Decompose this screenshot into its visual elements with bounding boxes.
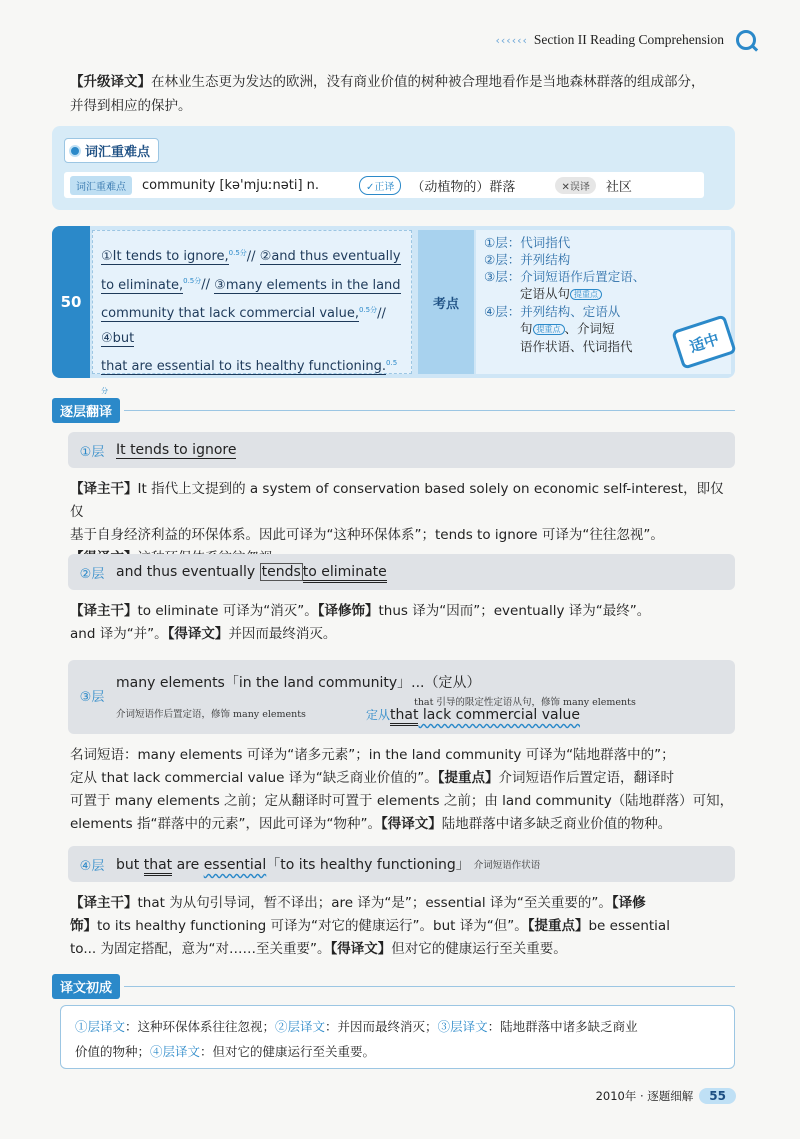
section-layer-header [52,398,735,423]
layer-1-analysis: 【译主干】It 指代上文提到的 a system of conservation based solely on economic self-interest，即仅仅 基于自身经济利益的环保体系。因此可译为“这种环保体系”；tends to ignore 可译为“往往忽视”。 [70,481,724,543]
difficulty-badge: 适中 [671,314,737,369]
layer-1-text: It tends to ignore [116,441,237,458]
layer-1-num: ①层 [79,444,105,460]
kaodian-list: ①层：代词指代 ②层：并列结构 ③层：介词短语作后置定语、 定语从句 提重点 ④层：并列结构、定语从 句提重点 、介词短 语作状语、代词指代 [476,230,731,374]
layer-3-num: ③层 [79,690,105,705]
vocab-box [52,126,735,210]
layer-3-analysis: 名词短语：many elements 可译为“诸多元素”；in the land community 可译为“陆地群落中的”； 定从 that lack commercial value 译为“缺乏商业价值的”。【提重点】介词短语作后置定语，翻译时 可置于 many elements 之前；定从翻译时可置于 elements 之前；由 land community（陆地群落）可知， elements 指“群落中的元素”，因此可译为“物种”。【得译文】陆地群落中诸多缺乏商业价值的物种。 [70,747,734,832]
layer-4-text: but that are essential「to its healthy functioning」 [116,854,470,874]
layer-4-note: 介词短语作状语 [473,860,541,871]
bullet-icon [69,145,81,157]
upgrade-label: 【升级译文】 [70,74,151,90]
layer-3-note-2: that 引导的限定性定语从句，修饰 many elements [414,697,636,708]
layer-2-bar [68,554,735,590]
upgrade-text-1: 在林业生态更为发达的欧洲，没有商业价值的树种被合理地看作是当地森林群落的组成部分， [151,74,705,90]
section-title: Section II Reading Comprehension [533,32,724,47]
final-translation-box: ①层译文：这种环保体系往往忽视；②层译文：并因而最终消灭；③层译文：陆地群落中诸多缺乏商业 价值的物种；④层译文：但对它的健康运行至关重要。 [60,1005,735,1069]
sentence-number: 50 [52,226,90,378]
vocab-title: 词汇重难点 [64,138,159,163]
kaodian-label: 考点 [418,230,474,374]
layer-3-note-1: 介词短语作后置定语，修饰 many elements [116,709,306,720]
wrong-badge: ✕误译 [555,177,595,194]
vocab-row [64,172,704,198]
upgrade-translation [70,70,735,118]
layer-3-clause: 定从that lack commercial value [366,706,580,723]
wrong-text: 社区 [605,179,632,195]
correct-text: （动植物的）群落 [411,179,516,195]
upgrade-text-2: 并得到相应的保护。 [70,98,192,114]
search-logo-icon [736,30,756,50]
correct-badge: ✓正译 [359,176,401,195]
section-final-header [52,974,735,999]
sentence-text: ①It tends to ignore,$^{0.5分}$// ②and thus eventually to eliminate,$^{0.5分}$// ③many elements in the land community that lack commercial value,$^{0.5分}$// ④but that are essential to its healthy functioning.$^{0.5分}$ [92,230,412,374]
layer-2-analysis: 【译主干】to eliminate 可译为“消灭”。【译修饰】thus 译为“因而”；eventually 译为“最终”。 and 译为“并”。【得译文】并因而最终消灭。 [70,603,651,642]
page-footer [596,1088,736,1104]
layer-4-analysis: 【译主干】that 为从句引导词，暂不译出；are 译为“是”；essential 译为“至关重要的”。【译修 饰】to its healthy functioning 可译为“对它的健康运行”。but 译为“但”。【提重点】be essential to... 为固定搭配，意为“对……至关重要”。【得译文】但对它的健康运行至关重要。 [70,895,670,957]
layer-2-text: and thus eventually tends to eliminate [116,564,387,580]
footer-text: 2010年 · 逐题细解 [595,1089,694,1103]
page-header [496,30,757,50]
layer-3-bar [68,660,735,734]
vocab-label: 词汇重难点 [70,176,132,195]
layer-1-bar [68,432,735,468]
layer-4-num: ④层 [79,858,105,874]
layer-3-text: many elements「in the land community」...（定从） [116,675,481,691]
layer-2-num: ②层 [79,566,105,582]
layer-4-bar [68,846,735,882]
section-tag-layer: 逐层翻译 [52,398,120,423]
page-number: 55 [699,1088,736,1104]
section-tag-final: 译文初成 [52,974,120,999]
arrows-icon: ‹‹‹‹‹‹ [495,33,528,47]
vocab-word: community [kə'mjuːnəti] n. [142,177,320,193]
sentence-block [52,226,735,396]
